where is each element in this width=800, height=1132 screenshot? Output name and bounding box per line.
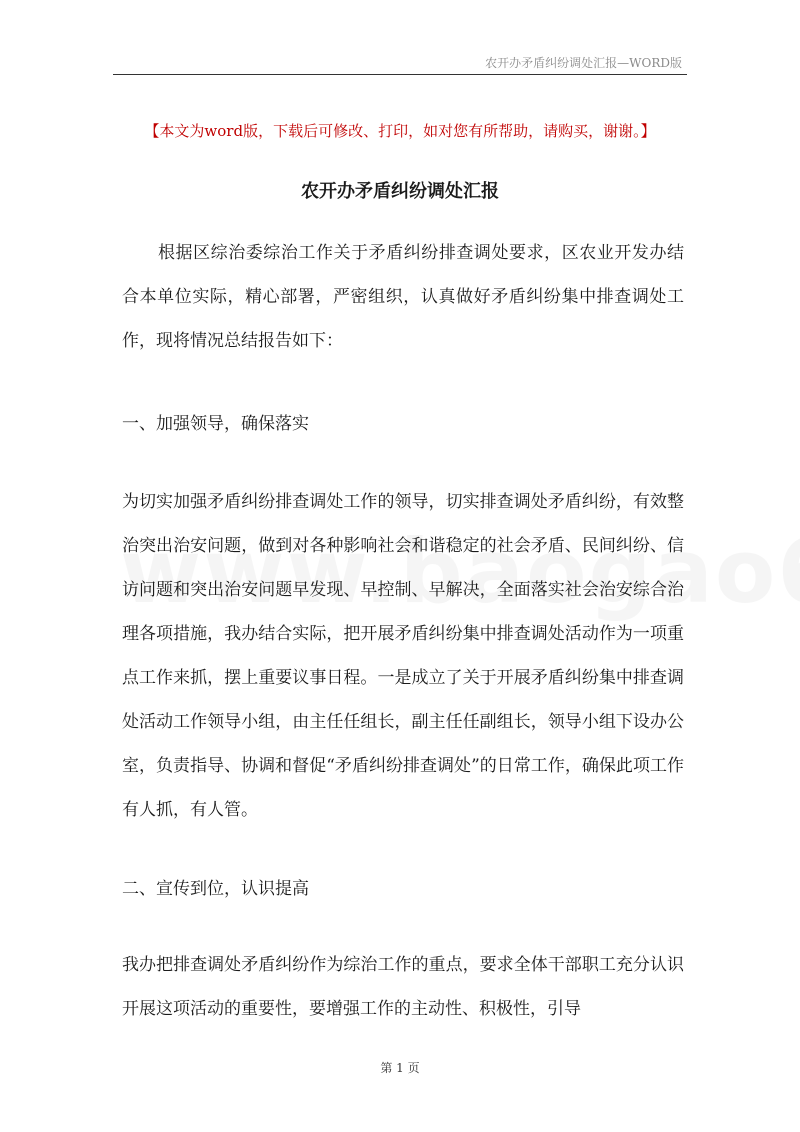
section-body-1: 为切实加强矛盾纠纷排查调处工作的领导，切实排查调处矛盾纠纷，有效整治突出治安问题，做到对各种影响社会和谐稳定的社会矛盾、民间纠纷、信访问题和突出治安问题早发现、早控制、早解决，全面落实社会治安综合治理各项措施，我办结合实际，把开展矛盾纠纷集中排查调处活动作为一项重点工作来抓，摆上重要议事日程。一是成立了关于开展矛盾纠纷集中排查调处活动工作领导小组，由主任任组长，副主任任副组长，领导小组下设办公室，负责指导、协调和督促“矛盾纠纷排查调处”的日常工作，确保此项工作有人抓，有人管。 [122, 492, 684, 820]
section-body-2: 我办把排查调处矛盾纠纷作为综治工作的重点，要求全体干部职工充分认识开展这项活动的重要性，要增强工作的主动性、积极性，引导 [122, 955, 684, 1019]
section-heading-1: 一、加强领导，确保落实 [122, 414, 309, 434]
intro-paragraph: 根据区综治委综治工作关于矛盾纠纷排查调处要求，区农业开发办结合本单位实际，精心部署，严密组织，认真做好矛盾纠纷集中排查调处工作，现将情况总结报告如下： [122, 243, 684, 351]
page-number: 第 1 页 [380, 1061, 420, 1075]
running-header: 农开办矛盾纠纷调处汇报—WORD版 [485, 56, 682, 70]
document-title: 农开办矛盾纠纷调处汇报 [301, 181, 499, 202]
watermark [120, 520, 680, 623]
purchase-notice: 【本文为word版，下载后可修改、打印，如对您有所帮助，请购买，谢谢。】 [144, 122, 656, 140]
section-heading-2: 二、宣传到位，认识提高 [122, 879, 309, 899]
header-divider [113, 74, 687, 75]
